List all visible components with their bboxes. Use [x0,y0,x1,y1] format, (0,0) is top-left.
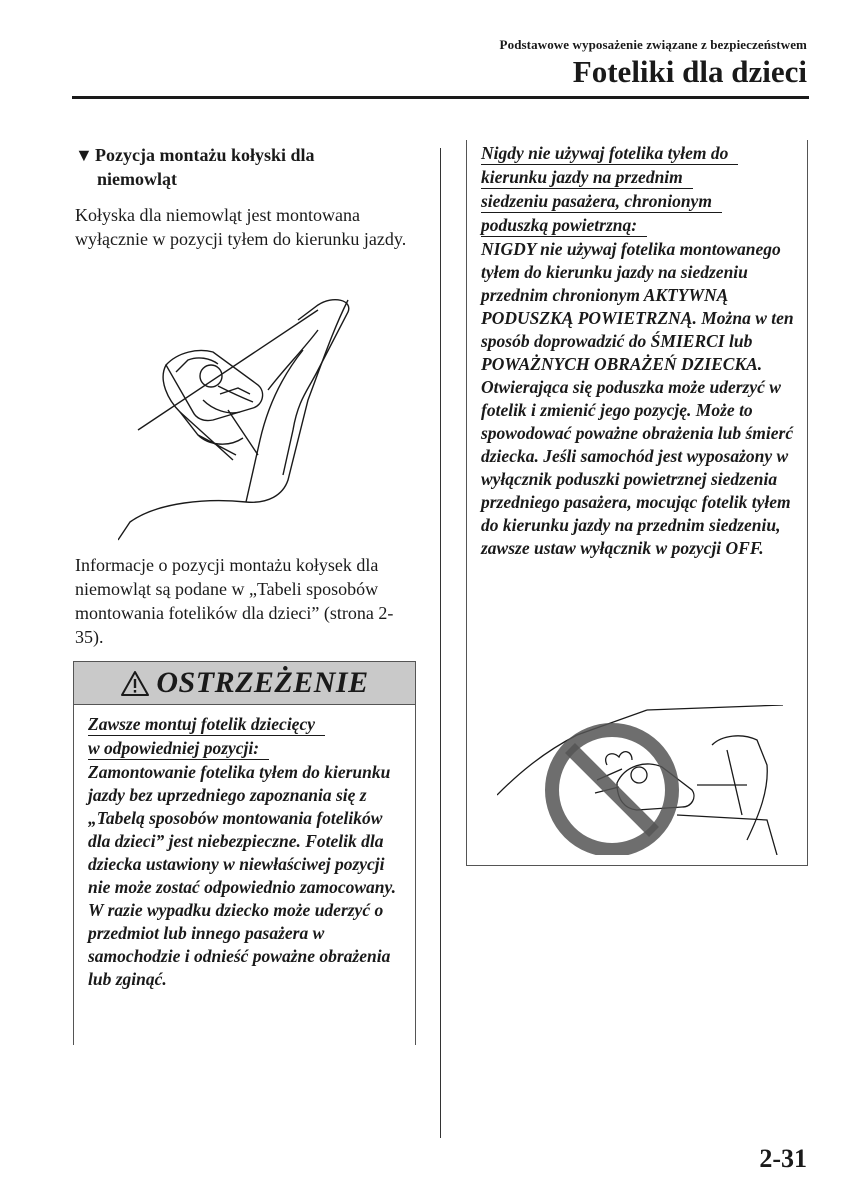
warning-header [73,661,416,705]
airbag-heading-line: poduszką powietrzną: [481,214,647,237]
airbag-warning-box [466,140,808,866]
page-title: Foteliki dla dzieci [572,54,807,89]
page-number: 2-31 [759,1144,807,1173]
section-heading-line1: Pozycja montażu kołyski dla [95,145,315,165]
triangle-marker-icon: ▼ [75,145,93,165]
airbag-heading-line: siedzeniu pasażera, chronionym [481,190,722,213]
header-subtitle: Podstawowe wyposażenie związane z bezpieczeństwem [499,37,807,52]
warning-heading-line: w odpowiedniej pozycji: [88,737,269,760]
section-heading-line2: niemowląt [97,169,177,189]
section-heading [75,143,405,191]
warning-box [73,661,416,1045]
airbag-heading-line: Nigdy nie używaj fotelika tyłem do [481,142,738,165]
column-divider [440,148,441,1138]
airbag-heading-line: kierunku jazdy na przednim [481,166,693,189]
warning-triangle-icon [120,670,150,697]
intro-paragraph: Kołyska dla niemowląt jest montowana wyłącznie w pozycji tyłem do kierunku jazdy. [75,205,407,249]
warning-text: Zamontowanie fotelika tyłem do kierunku jazdy bez uprzedniego zapoznania się z „Tabelą sposobów montowania fotelików dla dzieci” jest niebezpieczne. Fotelik dla dziecka ustawiony w niewłaściwej pozycji nie może zostać odpowiednio zamocowany. W razie wypadku dziecko może uderzyć o przedmiot lub innego pasażera w samochodzie i odnieść poważne obrażenia lub zginąć. [88,762,397,989]
airbag-warning-text: NIGDY nie używaj fotelika montowanego tyłem do kierunku jazdy na siedzeniu przednim chronionym AKTYWNĄ PODUSZKĄ POWIETRZNĄ. Można w ten sposób doprowadzić do ŚMIERCI lub POWAŻNYCH OBRAŻEŃ DZIECKA. Otwierająca się poduszka może uderzyć w fotelik i zmienić jego pozycję. Może to spowodować poważne obrażenia lub śmierć dziecka. Jeśli samochód jest wyposażony w wyłącznik poduszki powietrznej siedzenia przedniego pasażera, mocując fotelik tyłem do kierunku jazdy na przednim siedzeniu, zawsze ustaw wyłącznik w pozycji OFF. [481,239,794,558]
info-paragraph: Informacje o pozycji montażu kołysek dla niemowląt są podane w „Tabeli sposobów montowania fotelików dla dzieci” (strona 2-35). [75,555,394,647]
infant-carrier-illustration [118,290,368,545]
warning-title: OSTRZEŻENIE [156,666,369,699]
header-rule [72,96,809,99]
airbag-prohibited-illustration [497,705,783,855]
warning-heading-line: Zawsze montuj fotelik dziecięcy [88,713,325,736]
